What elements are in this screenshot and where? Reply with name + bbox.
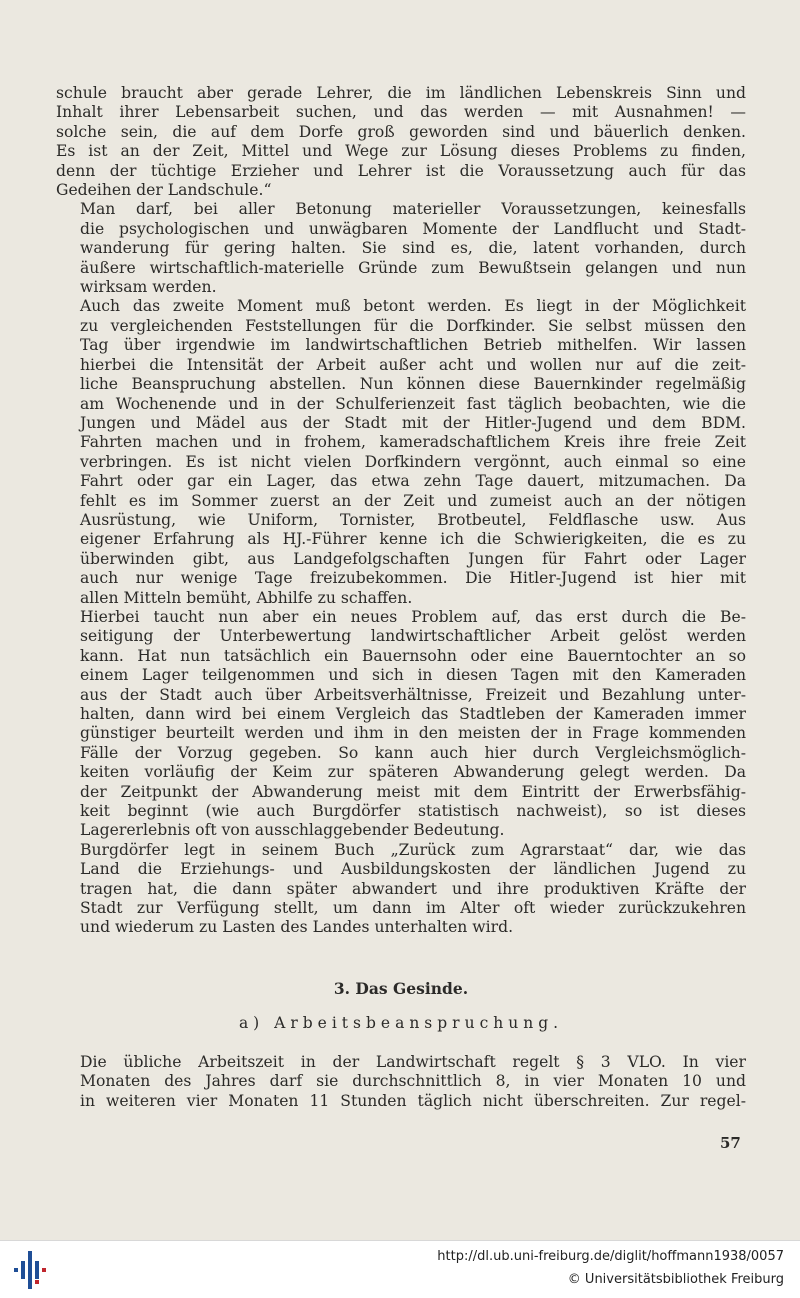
text-line: fehlt es im Sommer zuerst an der Zeit und zumeist auch an der nötigen [80,491,746,510]
section-heading: 3. Das Gesinde. [333,978,469,998]
text-line: schule braucht aber gerade Lehrer, die im ländlichen Lebenskreis Sinn und [56,84,746,102]
text-line: Hierbei taucht nun aber ein neues Problem auf, das erst durch die Be- [80,607,746,626]
text-line: keiten vorläufig der Keim zur späteren Abwanderung gelegt werden. Da [80,763,746,782]
text-line: zu vergleichenden Feststellungen für die Dorfkinder. Sie selbst müssen den [80,316,746,335]
viewer-footer [0,1240,800,1298]
text-line: solche sein, die auf dem Dorfe groß geworden sind und bäuerlich denken. [56,122,746,141]
text-line: Fahrt oder gar ein Lager, das etwa zehn Tage dauert, mitzumachen. Da [80,472,746,491]
text-line: am Wochenende und in der Schulferienzeit fast täglich beobachten, wie die [80,394,746,413]
text-line: hierbei die Intensität der Arbeit außer acht und wollen nur auf die zeit- [80,355,746,374]
text-line: Stadt zur Verfügung stellt, um dann im Alter oft wieder zurückzukehren [80,899,746,918]
text-line: keit beginnt (wie auch Burgdörfer statistisch nachweist), so ist dieses [80,802,746,821]
text-line: wanderung für gering halten. Sie sind es, die, latent vorhanden, durch [80,239,746,258]
text-line: einem Lager teilgenommen und sich in diesen Tagen mit den Kameraden [80,666,746,685]
text-line: in weiteren vier Monaten 11 Stunden täglich nicht überschreiten. Zur regel- [80,1091,746,1110]
text-line: Tag über irgendwie im landwirtschaftlichen Betrieb mithelfen. Wir lassen [80,336,746,355]
text-line: kann. Hat nun tatsächlich ein Bauernsohn oder eine Bauerntochter an so [80,646,746,665]
text-line: Inhalt ihrer Lebensarbeit suchen, und das werden — mit Ausnahmen! — [56,103,746,122]
page-number: 57 [720,1134,741,1152]
text-line: überwinden gibt, aus Landgefolgschaften Jungen für Fahrt oder Lager [80,549,746,568]
text-line: die psychologischen und unwägbaren Momente der Landflucht und Stadt- [80,219,746,238]
paragraph-5 [56,841,746,938]
text-line: der Zeitpunkt der Abwanderung meist mit dem Eintritt der Erwerbsfähig- [80,782,746,801]
text-line: eigener Erfahrung als HJ.-Führer kenne ich die Schwierigkeiten, die es zu [80,530,746,549]
text-line: Man darf, bei aller Betonung materieller Voraussetzungen, keinesfalls [80,200,746,219]
text-line: denn der tüchtige Erzieher und Lehrer ist die Voraussetzung auch für das [56,161,746,180]
permalink-url[interactable]: http://dl.ub.uni-freiburg.de/diglit/hoffmann1938/0057 [437,1249,784,1264]
paragraph-4 [56,608,746,841]
text-line: Land die Erziehungs- und Ausbildungskosten der ländlichen Jugend zu [80,860,746,879]
text-line: und wiederum zu Lasten des Landes unterhalten wird. [80,918,514,937]
text-line: auch nur wenige Tage freizubekommen. Die Hitler-Jugend ist hier mit [80,569,746,588]
text-line: Jungen und Mädel aus der Stadt mit der Hitler-Jugend und dem BDM. [80,413,746,432]
library-logo-icon [10,1249,50,1291]
text-line: Fahrten machen und in frohem, kameradschaftlichem Kreis ihre freie Zeit [80,433,746,452]
paragraph-2 [56,200,746,297]
text-line: allen Mitteln bemüht, Abhilfe zu schaffen. [80,588,413,607]
text-line: Auch das zweite Moment muß betont werden. Es liegt in der Möglichkeit [80,297,746,316]
text-line: halten, dann wird bei einem Vergleich das Stadtleben der Kameraden immer [80,705,746,723]
text-line: wirksam werden. [80,278,217,297]
copyright-notice: © Universitätsbibliothek Freiburg [567,1272,784,1287]
text-line: Die übliche Arbeitszeit in der Landwirtschaft regelt § 3 VLO. In vier [80,1052,746,1071]
text-line: Monaten des Jahres darf sie durchschnittlich 8, in vier Monaten 10 und [80,1072,746,1091]
text-line: Es ist an der Zeit, Mittel und Wege zur Lösung dieses Problems zu finden, [56,142,746,161]
text-line: aus der Stadt auch über Arbeitsverhältnisse, Freizeit und Bezahlung unter- [80,685,746,704]
text-line: Burgdörfer legt in seinem Buch „Zurück zum Agrarstaat“ dar, wie das [80,840,746,859]
paragraph-3 [56,297,746,608]
text-line: Fälle der Vorzug gegeben. So kann auch hier durch Vergleichsmöglich- [80,743,746,762]
text-line: günstiger beurteilt werden und ihm in den meisten der in Frage kommenden [80,724,746,743]
text-line: liche Beanspruchung abstellen. Nun können diese Bauernkinder regelmäßig [80,375,746,394]
text-line: äußere wirtschaftlich-materielle Gründe zum Bewußtsein gelangen und nun [80,258,746,277]
text-line: Gedeihen der Landschule.“ [56,181,272,200]
paragraph-1 [56,84,746,200]
paragraph-6 [56,1053,746,1111]
text-line: verbringen. Es ist nicht vielen Dorfkindern vergönnt, auch einmal so eine [80,452,746,471]
subsection-heading: a) Arbeitsbeanspruchung. [238,1014,564,1033]
text-line: Lagererlebnis oft von ausschlaggebender Bedeutung. [80,821,505,840]
page-text [56,84,746,1111]
text-line: Ausrüstung, wie Uniform, Tornister, Brotbeutel, Feldflasche usw. Aus [80,510,746,529]
text-line: seitigung der Unterbewertung landwirtschaftlicher Arbeit gelöst werden [80,627,746,646]
text-line: tragen hat, die dann später abwandert und ihre produktiven Kräfte der [80,879,746,898]
